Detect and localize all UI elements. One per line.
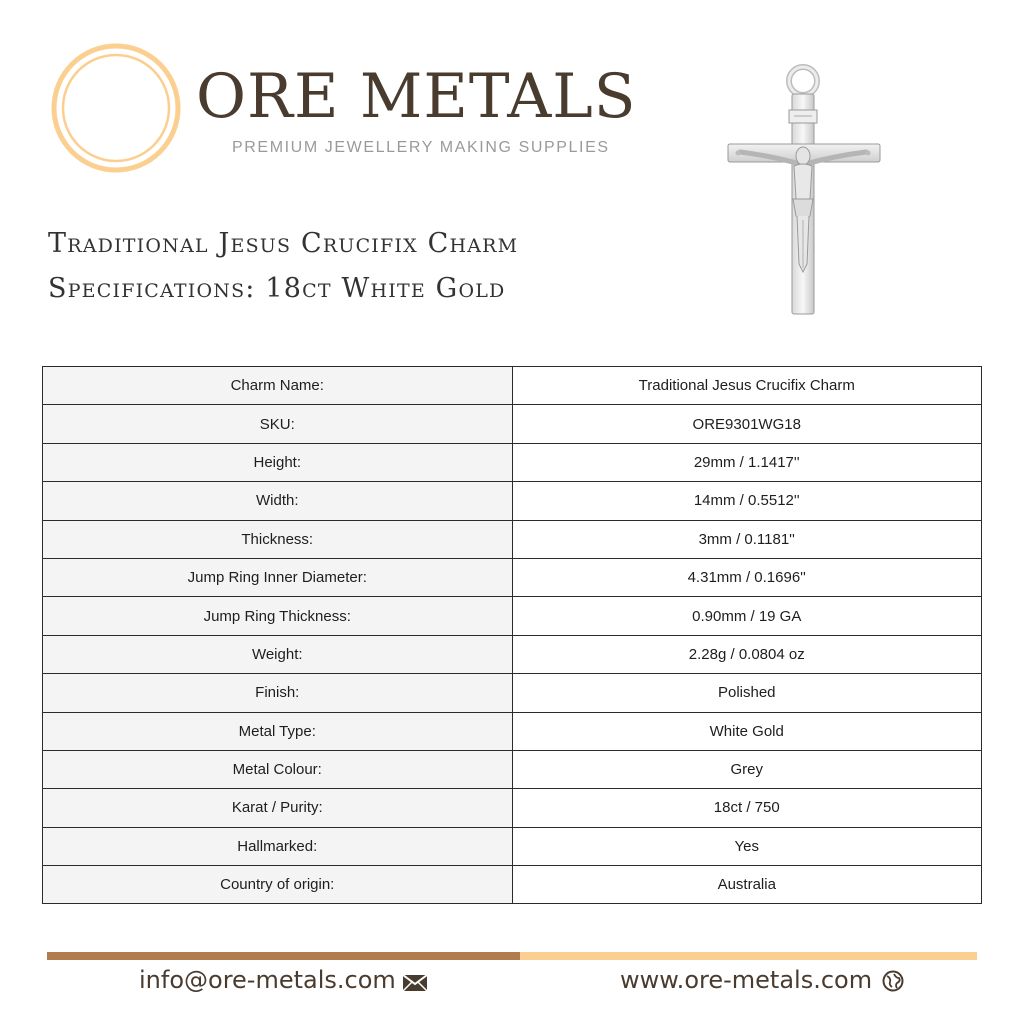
spec-label: Metal Type:	[43, 712, 513, 750]
spec-label: Country of origin:	[43, 866, 513, 904]
table-row	[43, 443, 982, 481]
table-row	[43, 674, 982, 712]
table-row	[43, 405, 982, 443]
table-row	[43, 635, 982, 673]
spec-value: Grey	[512, 750, 982, 788]
spec-label: Hallmarked:	[43, 827, 513, 865]
spec-label: Charm Name:	[43, 367, 513, 405]
footer-website-link[interactable]: www.ore-metals.com	[620, 966, 873, 994]
product-title: Traditional Jesus Crucifix Charm	[48, 228, 519, 259]
spec-label: Jump Ring Inner Diameter:	[43, 558, 513, 596]
spec-value: 3mm / 0.1181''	[512, 520, 982, 558]
brand-name: ORE METALS	[196, 61, 637, 132]
table-row	[43, 482, 982, 520]
spec-value: White Gold	[512, 712, 982, 750]
table-row	[43, 367, 982, 405]
table-row	[43, 750, 982, 788]
footer-bar-right	[520, 952, 977, 960]
table-row	[43, 558, 982, 596]
spec-value: Traditional Jesus Crucifix Charm	[512, 367, 982, 405]
table-row	[43, 520, 982, 558]
crucifix-charm-image	[722, 64, 884, 320]
mail-icon	[402, 974, 428, 992]
spec-value: 0.90mm / 19 GA	[512, 597, 982, 635]
table-row	[43, 789, 982, 827]
spec-label: Thickness:	[43, 520, 513, 558]
footer-bar-left	[47, 952, 520, 960]
spec-value: 2.28g / 0.0804 oz	[512, 635, 982, 673]
spec-label: Finish:	[43, 674, 513, 712]
spec-value: 14mm / 0.5512''	[512, 482, 982, 520]
spec-value: ORE9301WG18	[512, 405, 982, 443]
spec-label: Jump Ring Thickness:	[43, 597, 513, 635]
table-row	[43, 712, 982, 750]
globe-icon	[882, 970, 904, 992]
spec-label: Height:	[43, 443, 513, 481]
spec-value: 4.31mm / 0.1696''	[512, 558, 982, 596]
table-row	[43, 866, 982, 904]
spec-label: SKU:	[43, 405, 513, 443]
spec-label: Metal Colour:	[43, 750, 513, 788]
spec-label: Karat / Purity:	[43, 789, 513, 827]
table-row	[43, 827, 982, 865]
spec-value: Yes	[512, 827, 982, 865]
spec-value: 18ct / 750	[512, 789, 982, 827]
product-specification: Specifications: 18ct White Gold	[48, 273, 506, 304]
spec-value: 29mm / 1.1417''	[512, 443, 982, 481]
table-row	[43, 597, 982, 635]
brand-tagline: PREMIUM JEWELLERY MAKING SUPPLIES	[232, 139, 610, 156]
spec-value: Australia	[512, 866, 982, 904]
spec-label: Weight:	[43, 635, 513, 673]
specifications-table	[42, 366, 982, 904]
logo-ring-icon	[50, 42, 182, 174]
spec-value: Polished	[512, 674, 982, 712]
spec-label: Width:	[43, 482, 513, 520]
footer-email-link[interactable]: info@ore-metals.com	[139, 966, 396, 994]
